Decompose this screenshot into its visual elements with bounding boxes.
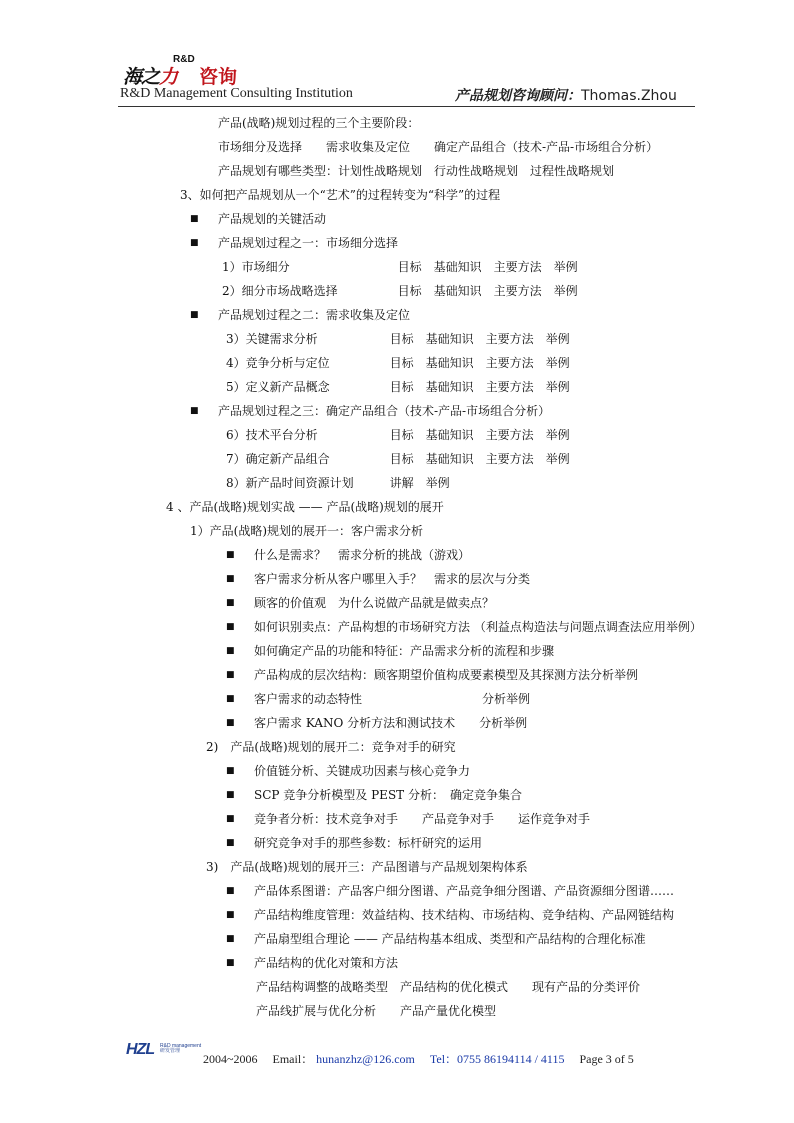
bullet-item: 客户需求 KANO 分析方法和测试技术 分析举例	[254, 716, 528, 730]
text-line: 4）竞争分析与定位 目标 基础知识 主要方法 举例	[226, 356, 570, 370]
bullet-icon: ■	[226, 790, 235, 800]
text-line: 2) 产品(战略)规划的展开二：竞争对手的研究	[206, 740, 456, 754]
text-line: 3）关键需求分析 目标 基础知识 主要方法 举例	[226, 332, 570, 346]
bullet-icon: ■	[226, 646, 235, 656]
bullet-item: 产品规划过程之三：确定产品组合（技术-产品-市场组合分析）	[218, 404, 551, 418]
text-line: 5）定义新产品概念 目标 基础知识 主要方法 举例	[226, 380, 570, 394]
bullet-icon: ■	[226, 838, 235, 848]
text-line: 6）技术平台分析 目标 基础知识 主要方法 举例	[226, 428, 570, 442]
bullet-item: 产品体系图谱：产品客户细分图谱、产品竞争细分图谱、产品资源细分图谱……	[254, 884, 675, 898]
footer-logo-subtitle: R&D management 研发管理	[160, 1043, 202, 1054]
brand-logo: 海之力	[123, 66, 178, 88]
text-line: 市场细分及选择 需求收集及定位 确定产品组合（技术-产品-市场组合分析）	[218, 140, 659, 154]
bullet-item: 价值链分析、关键成功因素与核心竞争力	[254, 764, 471, 778]
bullet-item: 产品规划的关键活动	[218, 212, 327, 226]
bullet-item: 产品构成的层次结构：顾客期望价值构成要素模型及其探测方法分析举例	[254, 668, 639, 682]
bullet-icon: ■	[190, 214, 199, 224]
bullet-item: 研究竞争对手的那些参数：标杆研究的运用	[254, 836, 483, 850]
bullet-icon: ■	[226, 694, 235, 704]
bullet-item: SCP 竞争分析模型及 PEST 分析： 确定竞争集合	[254, 788, 522, 802]
text-line: 产品结构调整的战略类型 产品结构的优化模式 现有产品的分类评价	[256, 980, 641, 994]
bullet-icon: ■	[226, 598, 235, 608]
text-line: 1）产品(战略)规划的展开一：客户需求分析	[190, 524, 423, 538]
bullet-icon: ■	[226, 766, 235, 776]
bullet-item: 顾客的价值观 为什么说做产品就是做卖点？	[254, 596, 495, 610]
bullet-icon: ■	[226, 622, 235, 632]
bullet-item: 如何确定产品的功能和特征：产品需求分析的流程和步骤	[254, 644, 555, 658]
footer-page-number: Page 3 of 5	[579, 1052, 634, 1066]
text-line: 产品规划有哪些类型：计划性战略规划 行动性战略规划 过程性战略规划	[218, 164, 615, 178]
text-line: 7）确定新产品组合 目标 基础知识 主要方法 举例	[226, 452, 570, 466]
footer-tel-label: Tel：	[429, 1052, 458, 1066]
bullet-icon: ■	[226, 934, 235, 944]
bullet-item: 产品扇型组合理论 —— 产品结构基本组成、类型和产品结构的合理化标准	[254, 932, 646, 946]
bullet-icon: ■	[190, 310, 199, 320]
bullet-icon: ■	[226, 814, 235, 824]
text-line: 3、如何把产品规划从一个“艺术”的过程转变为“科学”的过程	[180, 188, 501, 202]
text-line: 8）新产品时间资源计划 讲解 举例	[226, 476, 450, 490]
text-line: 2）细分市场战略选择 目标 基础知识 主要方法 举例	[222, 284, 578, 298]
bullet-icon: ■	[226, 574, 235, 584]
bullet-icon: ■	[226, 958, 235, 968]
advisor-credit: 产品规划咨询顾问：Thomas.Zhou	[455, 88, 677, 104]
footer-logo: HZL	[126, 1041, 155, 1058]
bullet-item: 产品结构的优化对策和方法	[254, 956, 399, 970]
bullet-item: 什么是需求？ 需求分析的挑战（游戏）	[254, 548, 471, 562]
bullet-item: 如何识别卖点：产品构想的市场研究方法 （利益点构造法与问题点调查法应用举例）	[254, 620, 702, 634]
bullet-item: 竞争者分析：技术竞争对手 产品竞争对手 运作竞争对手	[254, 812, 591, 826]
bullet-item: 客户需求的动态特性 分析举例	[254, 692, 531, 706]
text-line: 1）市场细分 目标 基础知识 主要方法 举例	[222, 260, 578, 274]
footer-tel: 0755 86194114 / 4115	[457, 1052, 565, 1066]
bullet-item: 产品结构维度管理：效益结构、技术结构、市场结构、竞争结构、产品网链结构	[254, 908, 675, 922]
institution-name: R&D Management Consulting Institution	[120, 86, 353, 101]
footer-info	[203, 1050, 634, 1067]
text-line: 4 、产品(战略)规划实战 —— 产品(战略)规划的展开	[166, 500, 444, 514]
footer-email-label: Email：	[272, 1052, 314, 1066]
text-line: 产品线扩展与优化分析 产品产量优化模型	[256, 1004, 497, 1018]
bullet-item: 产品规划过程之二：需求收集及定位	[218, 308, 411, 322]
bullet-item: 产品规划过程之一：市场细分选择	[218, 236, 399, 250]
bullet-icon: ■	[226, 550, 235, 560]
text-line: 3) 产品(战略)规划的展开三：产品图谱与产品规划架构体系	[206, 860, 528, 874]
bullet-item: 客户需求分析从客户哪里入手？ 需求的层次与分类	[254, 572, 531, 586]
bullet-icon: ■	[226, 670, 235, 680]
bullet-icon: ■	[226, 910, 235, 920]
brand-logo-rd: R&D	[173, 54, 195, 65]
header-divider	[118, 106, 695, 107]
bullet-icon: ■	[226, 886, 235, 896]
text-line: 产品(战略)规划过程的三个主要阶段：	[218, 116, 420, 130]
bullet-icon: ■	[226, 718, 235, 728]
footer-email-link[interactable]: hunanzhz@126.com	[316, 1052, 415, 1066]
footer-years: 2004~2006	[203, 1052, 258, 1066]
bullet-icon: ■	[190, 406, 199, 416]
bullet-icon: ■	[190, 238, 199, 248]
brand-logo-consulting: 咨询	[199, 66, 238, 88]
